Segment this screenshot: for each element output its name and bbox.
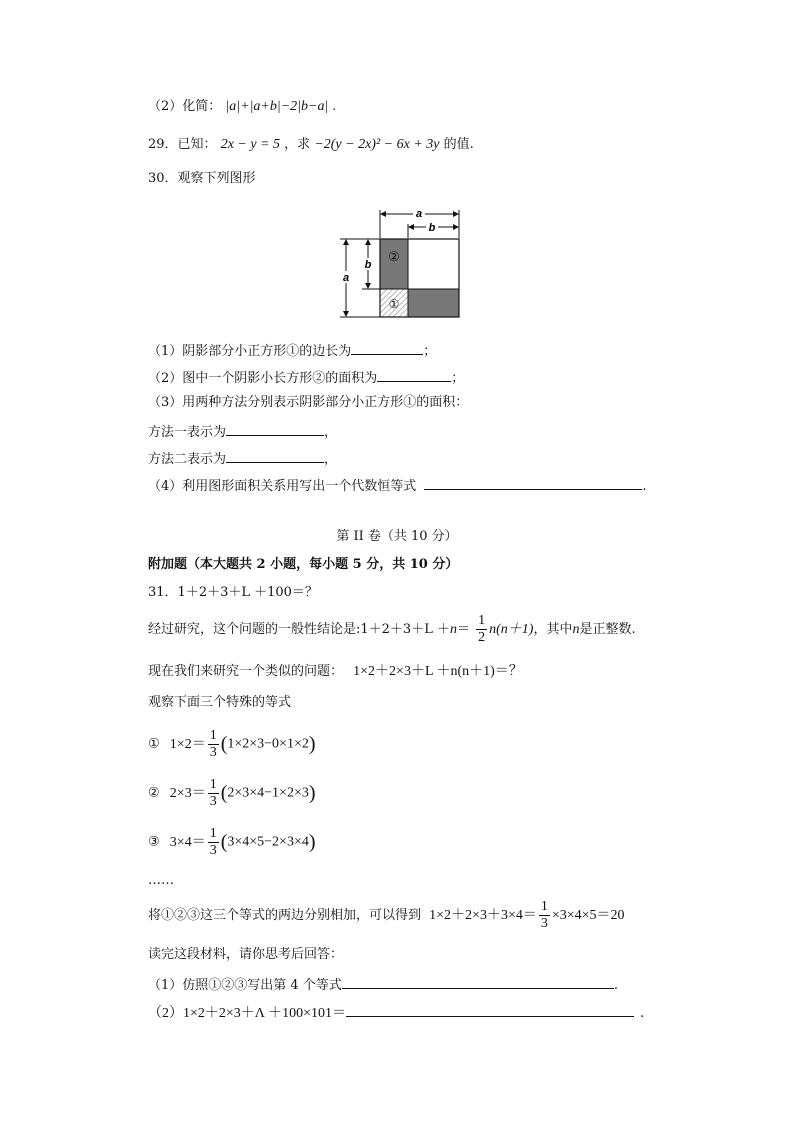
q31-research-prefix: 经过研究，这个问题的一般性结论是:1＋2＋3＋L ＋: [148, 622, 450, 637]
eq1-body: 1×2×3−0×1×2: [227, 736, 309, 752]
q31-sum: [148, 898, 625, 934]
eq3-body: 3×4×5−2×3×4: [227, 834, 309, 850]
q29-number: 29．已知：: [148, 137, 217, 152]
q31-eq2: ② 2×3＝ $\frac{1}{3}$ (2×3×4−1×2×3): [148, 776, 316, 809]
q31-similar-prefix: 现在我们来研究一个类似的问题：: [148, 664, 344, 679]
q28-2-prefix: （2）化简：: [148, 99, 222, 114]
q28-2-suffix: .: [332, 99, 336, 114]
q31-problem: 31．1＋2＋3＋L ＋100＝？: [148, 585, 318, 600]
q31-a1: [148, 974, 618, 995]
part2-title: 第 II 卷（共 10 分）: [336, 529, 458, 544]
q30-p1-end: ；: [423, 344, 437, 359]
label-circle-1: ①: [388, 297, 400, 311]
q30-p2: [148, 367, 464, 388]
fraction-denominator: 3: [209, 842, 217, 858]
q30-p4-blank[interactable]: [424, 475, 642, 490]
fraction-numerator: 1: [209, 776, 217, 792]
label-a-top: a: [415, 208, 423, 220]
q30-p2-text: （2）图中一个阴影小长方形②的面积为: [148, 371, 378, 386]
fraction-denominator: 3: [209, 793, 217, 809]
part2-header-bold: 附加题: [148, 557, 188, 572]
fraction-denominator: 3: [209, 744, 217, 760]
q30-p4-end: .: [642, 479, 647, 494]
eq3-fraction: [208, 826, 219, 859]
q31-eq3: ③ 3×4＝ $\frac{1}{3}$ (3×4×5−2×3×4): [148, 825, 316, 858]
q31-similar-expr: 1×2＋2×3＋L ＋n(n＋1)＝？: [353, 664, 523, 679]
q30-p2-end: ；: [451, 371, 465, 386]
q30-p2-blank[interactable]: [377, 367, 451, 382]
q30-m2-blank[interactable]: [226, 448, 324, 463]
label-circle-2: ②: [388, 249, 400, 264]
q30-m1-text: 方法一表示为: [148, 425, 227, 440]
q30-p4: [148, 475, 647, 496]
q30-p1: [148, 340, 436, 361]
q31-research-end: 是正整数.: [579, 622, 636, 637]
q29-given: 2x − y = 5: [220, 137, 281, 152]
q31-eq1: ① 1×2＝ $\frac{1}{3}$ (1×2×3−0×1×2): [148, 727, 316, 760]
q28-2-line: [148, 98, 336, 116]
label-a-left: a: [342, 272, 350, 284]
q30-p4-text: （4）利用图形面积关系用写出一个代数恒等式: [148, 479, 417, 494]
eq2-fraction: [208, 777, 219, 810]
q31-observe: 观察下面三个特殊的等式: [148, 695, 292, 710]
q30-m2: [148, 448, 337, 469]
fraction-denominator: 3: [540, 916, 548, 931]
eq1-mark: ①: [148, 736, 160, 752]
q29-suffix: 的值.: [443, 137, 474, 152]
eq1-lhs: 1×2＝: [169, 736, 206, 752]
eq2-body: 2×3×4−1×2×3: [227, 785, 309, 801]
q31-research-n: n: [449, 622, 457, 637]
q31-a1-text: （1）仿照①②③写出第 4 个等式: [148, 978, 342, 993]
q31-research-eq: ＝: [456, 622, 470, 637]
q30-p1-blank[interactable]: [351, 340, 423, 355]
q31-sum-rhs: ×3×4×5＝20: [551, 908, 625, 923]
q30-p1-text: （1）阴影部分小正方形①的边长为: [148, 344, 352, 359]
q31-sum-prefix: 将①②③这三个等式的两边分别相加，可以得到: [148, 908, 422, 923]
shaded-rect-vertical: [380, 239, 408, 289]
q31-sum-lhs: 1×2＋2×3＋3×4＝: [429, 908, 537, 923]
q31-research-suffix: ，其中: [533, 622, 573, 637]
q31-read: 读完这段材料，请你思考后回答：: [148, 947, 344, 962]
q31-a2: [148, 1002, 644, 1023]
shaded-rect-horizontal: [408, 289, 459, 317]
q29-line: [148, 136, 474, 154]
fraction-numerator: 1: [478, 613, 486, 628]
q30-m1: [148, 421, 337, 442]
part2-header-bold2: 共 10 分）: [392, 557, 459, 572]
q30-m1-blank[interactable]: [226, 421, 324, 436]
q31-sum-fraction: [539, 899, 550, 932]
q30-p3: （3）用两种方法分别表示阴影部分小正方形①的面积：: [148, 395, 469, 410]
q31-similar: [148, 663, 523, 681]
q31-research-n2: n: [572, 622, 580, 637]
q31-a1-blank[interactable]: [342, 974, 614, 989]
eq2-mark: ②: [148, 785, 160, 801]
fraction-numerator: 1: [209, 825, 217, 841]
eq2-lhs: 2×3＝: [169, 785, 206, 801]
q31-research-fraction: [476, 613, 487, 646]
q30-m2-end: ，: [324, 452, 338, 467]
q31-research-expr: n(n＋1): [489, 622, 534, 637]
eq3-lhs: 3×4＝: [169, 834, 206, 850]
eq3-mark: ③: [148, 834, 160, 850]
q31-a2-blank[interactable]: [346, 1002, 634, 1017]
q29-mid: ，求: [284, 137, 311, 152]
part2-header: [148, 556, 458, 574]
label-b-left: b: [364, 259, 372, 271]
q29-expression: −2(y − 2x)² − 6x + 3y: [314, 137, 440, 152]
fraction-numerator: 1: [209, 727, 217, 743]
q31-a2-text: （2）1×2＋2×3＋Λ ＋100×101＝: [148, 1006, 346, 1021]
fraction-denominator: 2: [478, 630, 486, 645]
part2-header-rest: （本大题共 2 小题，每小题 5 分，: [187, 557, 393, 572]
q30-figure: [336, 204, 468, 322]
q30-m2-text: 方法二表示为: [148, 452, 227, 467]
q28-2-expression: |a|+|a+b|−2|b−a|: [225, 99, 329, 114]
fraction-numerator: 1: [540, 899, 548, 914]
q31-ellipsis: ……: [148, 873, 174, 888]
q30-title: 30．观察下列图形: [148, 171, 256, 186]
q31-a2-end: .: [639, 1006, 645, 1021]
q31-research: [148, 612, 636, 648]
eq1-fraction: [208, 728, 219, 761]
label-b-top: b: [428, 222, 436, 234]
q30-m1-end: ，: [324, 425, 338, 440]
q31-a1-end: .: [613, 978, 618, 993]
